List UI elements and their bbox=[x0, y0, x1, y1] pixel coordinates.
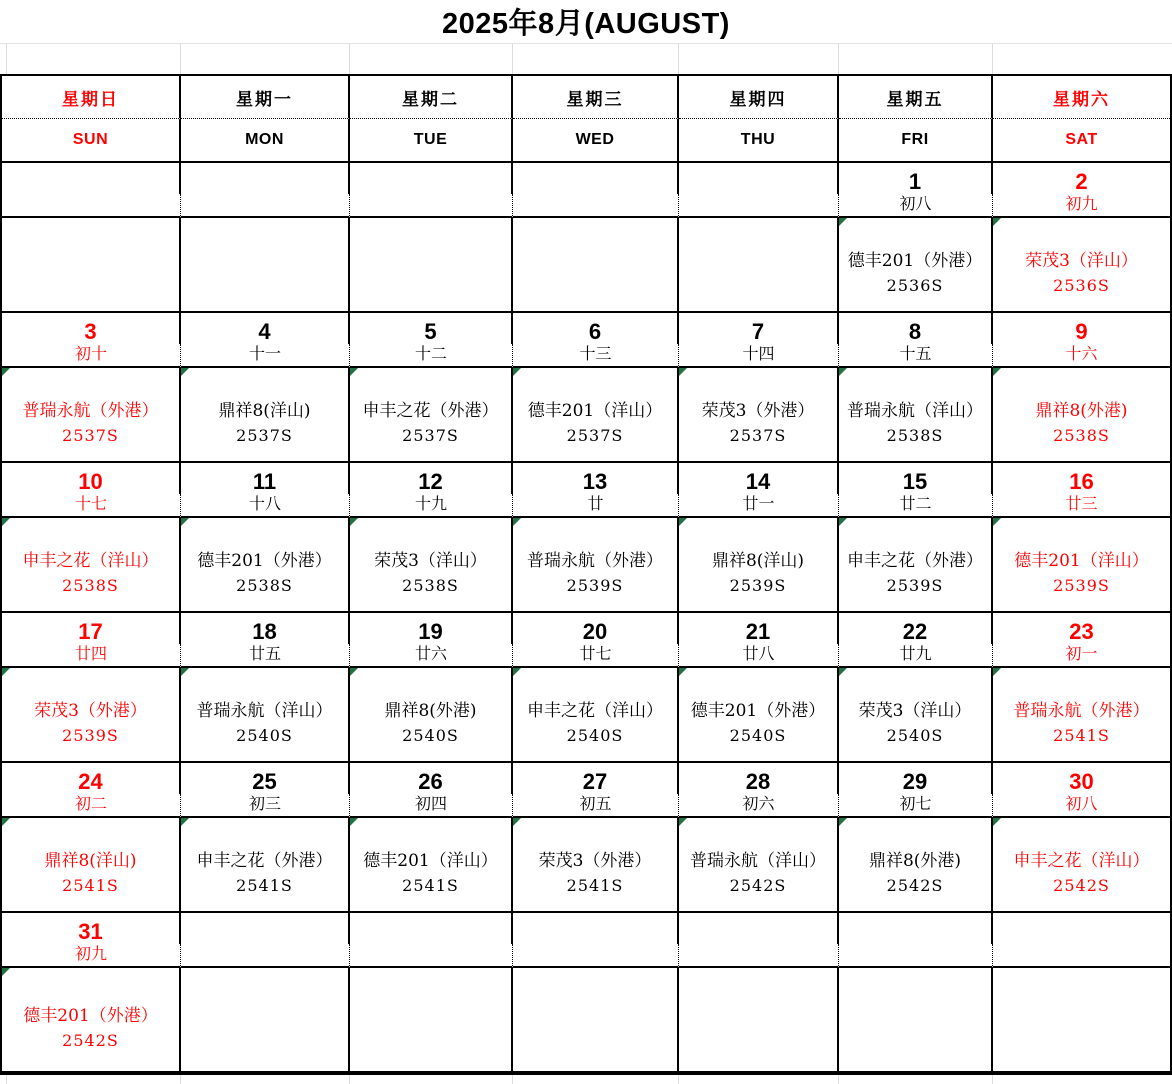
weekday-header-cn-fri: 星期五 bbox=[839, 76, 993, 119]
error-indicator-icon bbox=[2, 668, 10, 676]
error-indicator-icon bbox=[679, 668, 687, 676]
lunar-date-cell[interactable] bbox=[513, 944, 679, 968]
schedule-cell[interactable] bbox=[513, 518, 679, 613]
schedule-cell[interactable] bbox=[839, 968, 993, 1073]
day-number-cell[interactable]: 12 bbox=[350, 463, 513, 494]
error-indicator-icon bbox=[839, 218, 847, 226]
lunar-date-cell[interactable] bbox=[513, 194, 679, 218]
day-number-cell[interactable]: 11 bbox=[181, 463, 350, 494]
schedule-cell[interactable] bbox=[2, 218, 181, 313]
lunar-date-cell[interactable]: 廿九 bbox=[839, 644, 993, 668]
error-indicator-icon bbox=[993, 668, 1001, 676]
lunar-date-cell[interactable]: 廿 bbox=[513, 494, 679, 518]
day-number-cell[interactable]: 17 bbox=[2, 613, 181, 644]
voyage-number: 2541S bbox=[402, 876, 459, 896]
lunar-date-cell[interactable] bbox=[181, 194, 350, 218]
ship-name: 德丰201（洋山） bbox=[1014, 551, 1149, 572]
lunar-date-cell[interactable]: 十八 bbox=[181, 494, 350, 518]
voyage-number: 2537S bbox=[566, 426, 624, 446]
error-indicator-icon bbox=[2, 968, 10, 976]
error-indicator-icon bbox=[181, 668, 189, 676]
ship-name: 荣茂3（洋山） bbox=[858, 701, 972, 722]
voyage-number: 2541S bbox=[566, 876, 624, 896]
voyage-number: 2537S bbox=[729, 426, 787, 446]
day-number-cell[interactable] bbox=[350, 913, 513, 944]
faint-gridline bbox=[838, 1075, 839, 1084]
lunar-date-cell[interactable]: 初四 bbox=[350, 794, 513, 818]
schedule-cell[interactable] bbox=[2, 968, 181, 1073]
day-number-cell[interactable]: 1 bbox=[839, 163, 993, 194]
schedule-cell[interactable] bbox=[513, 218, 679, 313]
faint-gridline bbox=[180, 1075, 181, 1084]
error-indicator-icon bbox=[181, 368, 189, 376]
day-number-cell[interactable]: 27 bbox=[513, 763, 679, 794]
voyage-number: 2539S bbox=[729, 576, 787, 596]
lunar-date-cell[interactable]: 廿三 bbox=[993, 494, 1170, 518]
schedule-cell[interactable] bbox=[679, 668, 839, 763]
lunar-date-cell[interactable]: 十三 bbox=[513, 344, 679, 368]
error-indicator-icon bbox=[679, 368, 687, 376]
error-indicator-icon bbox=[839, 668, 847, 676]
day-number-cell[interactable]: 9 bbox=[1075, 319, 1088, 344]
error-indicator-icon bbox=[839, 368, 847, 376]
voyage-number: 2541S bbox=[236, 876, 293, 896]
ship-name: 德丰201（洋山） bbox=[363, 851, 498, 872]
day-number-cell[interactable]: 6 bbox=[513, 313, 679, 344]
voyage-number: 2540S bbox=[566, 726, 624, 746]
lunar-date-cell[interactable] bbox=[350, 194, 513, 218]
lunar-date-cell[interactable]: 初七 bbox=[839, 794, 993, 818]
day-number-cell[interactable] bbox=[513, 163, 679, 194]
schedule-cell[interactable] bbox=[2, 668, 181, 763]
ship-name: 荣茂3（外港） bbox=[538, 851, 652, 872]
schedule-cell[interactable] bbox=[2, 518, 181, 613]
ship-name: 德丰201（外港） bbox=[23, 1006, 158, 1027]
schedule-cell[interactable] bbox=[993, 368, 1170, 463]
weekday-header-cn-thu: 星期四 bbox=[679, 76, 839, 119]
weekday-header-en-fri: FRI bbox=[839, 119, 993, 163]
day-number-cell[interactable] bbox=[350, 163, 513, 194]
weekday-header-en-sun: SUN bbox=[2, 119, 181, 163]
day-number-cell[interactable] bbox=[181, 163, 350, 194]
ship-name: 荣茂3（洋山） bbox=[374, 551, 487, 572]
faint-gridline bbox=[992, 44, 993, 74]
ship-name: 申丰之花（外港） bbox=[362, 401, 499, 422]
error-indicator-icon bbox=[350, 518, 358, 526]
day-number-cell[interactable] bbox=[513, 913, 679, 944]
error-indicator-icon bbox=[2, 818, 10, 826]
day-number-cell[interactable]: 26 bbox=[350, 763, 513, 794]
lunar-date-cell[interactable]: 廿一 bbox=[679, 494, 839, 518]
weekday-header-cn-wed: 星期三 bbox=[513, 76, 679, 119]
schedule-cell[interactable] bbox=[513, 668, 679, 763]
schedule-cell[interactable] bbox=[839, 368, 993, 463]
day-number-cell[interactable]: 25 bbox=[181, 763, 350, 794]
lunar-date-cell[interactable] bbox=[679, 944, 839, 968]
ship-name: 德丰201（外港） bbox=[690, 701, 826, 722]
schedule-cell[interactable] bbox=[181, 218, 350, 313]
lunar-date-cell[interactable]: 十四 bbox=[679, 344, 839, 368]
day-number-cell[interactable] bbox=[993, 913, 1170, 944]
error-indicator-icon bbox=[181, 518, 189, 526]
day-number-cell[interactable]: 7 bbox=[679, 313, 839, 344]
lunar-date-cell[interactable]: 十五 bbox=[839, 344, 993, 368]
ship-name: 申丰之花（洋山） bbox=[527, 701, 663, 722]
schedule-cell[interactable] bbox=[679, 218, 839, 313]
voyage-number: 2540S bbox=[886, 726, 944, 746]
calendar-title: 2025年8月(AUGUST) bbox=[0, 0, 1172, 44]
error-indicator-icon bbox=[350, 368, 358, 376]
error-indicator-icon bbox=[513, 368, 521, 376]
ship-name: 鼎祥8(外港) bbox=[868, 851, 962, 872]
lunar-date-cell[interactable] bbox=[679, 194, 839, 218]
lunar-date-cell[interactable]: 初三 bbox=[181, 794, 350, 818]
faint-gridline bbox=[6, 1075, 7, 1084]
ship-name: 普瑞永航（外港） bbox=[527, 551, 663, 572]
weekday-header-en-sat: SAT bbox=[993, 119, 1170, 163]
error-indicator-icon bbox=[513, 518, 521, 526]
ship-name: 申丰之花（外港） bbox=[196, 851, 333, 872]
lunar-date-cell[interactable]: 十六 bbox=[993, 344, 1170, 368]
lunar-date-cell[interactable]: 廿六 bbox=[350, 644, 513, 668]
lunar-date-cell[interactable]: 初九 bbox=[2, 944, 181, 968]
schedule-cell[interactable] bbox=[350, 368, 513, 463]
schedule-cell[interactable] bbox=[993, 818, 1170, 913]
lunar-date-cell[interactable]: 初九 bbox=[993, 194, 1170, 218]
ship-name: 鼎祥8(洋山) bbox=[711, 551, 805, 572]
schedule-cell[interactable] bbox=[839, 668, 993, 763]
voyage-number: 2542S bbox=[62, 1031, 119, 1051]
lunar-date-cell[interactable]: 十九 bbox=[350, 494, 513, 518]
faint-gridline bbox=[512, 1075, 513, 1084]
voyage-number: 2542S bbox=[1053, 876, 1110, 896]
voyage-number: 2540S bbox=[729, 726, 787, 746]
day-number-cell[interactable]: 4 bbox=[181, 313, 350, 344]
error-indicator-icon bbox=[350, 818, 358, 826]
weekday-header-en-wed: WED bbox=[513, 119, 679, 163]
error-indicator-icon bbox=[993, 518, 1001, 526]
lunar-date-cell[interactable] bbox=[181, 944, 350, 968]
error-indicator-icon bbox=[839, 518, 847, 526]
error-indicator-icon bbox=[513, 668, 521, 676]
error-indicator-icon bbox=[993, 368, 1001, 376]
schedule-cell[interactable] bbox=[679, 368, 839, 463]
ship-name: 鼎祥8(洋山) bbox=[218, 401, 311, 422]
lunar-date-cell[interactable]: 初八 bbox=[839, 194, 993, 218]
error-indicator-icon bbox=[839, 818, 847, 826]
schedule-cell[interactable] bbox=[993, 518, 1170, 613]
voyage-number: 2539S bbox=[1053, 576, 1110, 596]
voyage-number: 2537S bbox=[402, 426, 459, 446]
day-number-cell[interactable]: 8 bbox=[839, 313, 993, 344]
ship-name: 普瑞永航（外港） bbox=[22, 401, 159, 422]
lunar-date-cell[interactable]: 初二 bbox=[2, 794, 181, 818]
faint-gridline bbox=[6, 44, 7, 74]
voyage-number: 2540S bbox=[236, 726, 293, 746]
schedule-cell[interactable] bbox=[181, 818, 350, 913]
lunar-date-cell[interactable]: 十一 bbox=[181, 344, 350, 368]
voyage-number: 2538S bbox=[236, 576, 293, 596]
ship-name: 申丰之花（洋山） bbox=[1013, 851, 1150, 872]
lunar-date-cell[interactable]: 廿四 bbox=[2, 644, 181, 668]
day-number-cell[interactable]: 3 bbox=[2, 313, 181, 344]
schedule-cell[interactable] bbox=[350, 968, 513, 1073]
error-indicator-icon bbox=[2, 518, 10, 526]
schedule-cell[interactable] bbox=[350, 218, 513, 313]
schedule-cell[interactable] bbox=[2, 368, 181, 463]
schedule-cell[interactable] bbox=[993, 668, 1170, 763]
day-number-cell[interactable]: 14 bbox=[679, 463, 839, 494]
day-number-cell[interactable]: 31 bbox=[2, 913, 181, 944]
day-number-cell[interactable]: 30 bbox=[1069, 769, 1094, 794]
day-number-cell[interactable]: 5 bbox=[350, 313, 513, 344]
schedule-cell[interactable] bbox=[181, 368, 350, 463]
day-number-cell[interactable]: 10 bbox=[2, 463, 181, 494]
error-indicator-icon bbox=[993, 818, 1001, 826]
ship-name: 普瑞永航（外港） bbox=[1013, 701, 1150, 722]
day-number-cell[interactable]: 29 bbox=[839, 763, 993, 794]
weekday-header-cn-tue: 星期二 bbox=[350, 76, 513, 119]
day-number-cell[interactable]: 20 bbox=[513, 613, 679, 644]
day-number-cell[interactable]: 23 bbox=[1069, 619, 1094, 644]
ship-name: 德丰201（外港） bbox=[847, 251, 983, 272]
ship-name: 申丰之花（洋山） bbox=[22, 551, 159, 572]
faint-gridline bbox=[512, 44, 513, 74]
lunar-date-cell[interactable] bbox=[993, 944, 1170, 968]
faint-gridline bbox=[180, 44, 181, 74]
error-indicator-icon bbox=[181, 818, 189, 826]
ship-name: 鼎祥8(洋山) bbox=[44, 851, 137, 872]
day-number-cell[interactable]: 21 bbox=[679, 613, 839, 644]
lunar-date-cell[interactable]: 廿二 bbox=[839, 494, 993, 518]
faint-gridline bbox=[349, 44, 350, 74]
day-number-cell[interactable] bbox=[679, 913, 839, 944]
day-number-cell[interactable]: 13 bbox=[513, 463, 679, 494]
schedule-cell[interactable] bbox=[839, 218, 993, 313]
lunar-date-cell[interactable]: 初八 bbox=[993, 794, 1170, 818]
lunar-date-cell[interactable]: 初六 bbox=[679, 794, 839, 818]
faint-gridline bbox=[349, 1075, 350, 1084]
day-number-cell[interactable]: 2 bbox=[1075, 169, 1088, 194]
calendar-grid bbox=[0, 74, 1172, 1075]
schedule-cell[interactable] bbox=[181, 968, 350, 1073]
schedule-cell[interactable] bbox=[350, 668, 513, 763]
day-number-cell[interactable] bbox=[181, 913, 350, 944]
day-number-cell[interactable] bbox=[679, 163, 839, 194]
error-indicator-icon bbox=[513, 818, 521, 826]
ship-name: 普瑞永航（洋山） bbox=[847, 401, 983, 422]
schedule-cell[interactable] bbox=[350, 518, 513, 613]
schedule-cell[interactable] bbox=[2, 818, 181, 913]
lunar-date-cell[interactable]: 初五 bbox=[513, 794, 679, 818]
lunar-date-cell[interactable]: 十七 bbox=[2, 494, 181, 518]
voyage-number: 2541S bbox=[1053, 726, 1110, 746]
lunar-date-cell[interactable]: 初十 bbox=[2, 344, 181, 368]
weekday-header-cn-sat: 星期六 bbox=[993, 76, 1170, 119]
lunar-date-cell[interactable]: 廿七 bbox=[513, 644, 679, 668]
voyage-number: 2536S bbox=[1053, 276, 1110, 296]
schedule-cell[interactable] bbox=[181, 518, 350, 613]
voyage-number: 2539S bbox=[886, 576, 944, 596]
weekday-header-cn-sun: 星期日 bbox=[2, 76, 181, 119]
weekday-header-en-thu: THU bbox=[679, 119, 839, 163]
schedule-cell[interactable] bbox=[350, 818, 513, 913]
ship-name: 普瑞永航（洋山） bbox=[690, 851, 826, 872]
day-number-cell[interactable] bbox=[839, 913, 993, 944]
lunar-date-cell[interactable]: 廿八 bbox=[679, 644, 839, 668]
ship-name: 普瑞永航（洋山） bbox=[196, 701, 333, 722]
lunar-date-cell[interactable]: 初一 bbox=[993, 644, 1170, 668]
schedule-cell[interactable] bbox=[679, 968, 839, 1073]
voyage-number: 2538S bbox=[1053, 426, 1110, 446]
ship-name: 荣茂3（外港） bbox=[34, 701, 147, 722]
faint-gridline bbox=[992, 1075, 993, 1084]
ship-name: 德丰201（外港） bbox=[197, 551, 332, 572]
error-indicator-icon bbox=[679, 818, 687, 826]
voyage-number: 2541S bbox=[62, 876, 119, 896]
day-number-cell[interactable]: 24 bbox=[2, 763, 181, 794]
ship-name: 荣茂3（外港） bbox=[701, 401, 815, 422]
bottom-partial-row bbox=[0, 1075, 1172, 1084]
voyage-number: 2537S bbox=[62, 426, 119, 446]
faint-gridline bbox=[678, 44, 679, 74]
schedule-cell[interactable] bbox=[679, 518, 839, 613]
day-number-cell[interactable]: 22 bbox=[839, 613, 993, 644]
lunar-date-cell[interactable] bbox=[2, 194, 181, 218]
weekday-header-en-tue: TUE bbox=[350, 119, 513, 163]
voyage-number: 2542S bbox=[729, 876, 787, 896]
lunar-date-cell[interactable]: 十二 bbox=[350, 344, 513, 368]
voyage-number: 2538S bbox=[886, 426, 944, 446]
day-number-cell[interactable]: 15 bbox=[839, 463, 993, 494]
faint-gridline bbox=[838, 44, 839, 74]
day-number-cell[interactable]: 16 bbox=[1069, 469, 1094, 494]
faint-gridline bbox=[678, 1075, 679, 1084]
schedule-cell[interactable] bbox=[839, 818, 993, 913]
lunar-date-cell[interactable]: 廿五 bbox=[181, 644, 350, 668]
error-indicator-icon bbox=[2, 368, 10, 376]
weekday-header-cn-mon: 星期一 bbox=[181, 76, 350, 119]
schedule-cell[interactable] bbox=[839, 518, 993, 613]
error-indicator-icon bbox=[679, 518, 687, 526]
schedule-cell[interactable] bbox=[993, 968, 1170, 1073]
error-indicator-icon bbox=[993, 218, 1001, 226]
ship-name: 荣茂3（洋山） bbox=[1025, 251, 1138, 272]
day-number-cell[interactable]: 28 bbox=[679, 763, 839, 794]
voyage-number: 2539S bbox=[62, 726, 119, 746]
schedule-cell[interactable] bbox=[679, 818, 839, 913]
lunar-date-cell[interactable] bbox=[839, 944, 993, 968]
voyage-number: 2538S bbox=[402, 576, 459, 596]
ship-name: 鼎祥8(外港) bbox=[384, 701, 477, 722]
weekday-header-en-mon: MON bbox=[181, 119, 350, 163]
voyage-number: 2536S bbox=[886, 276, 944, 296]
schedule-cell[interactable] bbox=[181, 668, 350, 763]
day-number-cell[interactable]: 19 bbox=[350, 613, 513, 644]
ship-name: 德丰201（洋山） bbox=[527, 401, 663, 422]
lunar-date-cell[interactable] bbox=[350, 944, 513, 968]
error-indicator-icon bbox=[350, 668, 358, 676]
schedule-cell[interactable] bbox=[513, 368, 679, 463]
day-number-cell[interactable]: 18 bbox=[181, 613, 350, 644]
voyage-number: 2540S bbox=[402, 726, 459, 746]
ship-name: 鼎祥8(外港) bbox=[1035, 401, 1128, 422]
spreadsheet-gridline-row bbox=[0, 44, 1172, 74]
voyage-number: 2542S bbox=[886, 876, 944, 896]
schedule-cell[interactable] bbox=[513, 968, 679, 1073]
schedule-cell[interactable] bbox=[993, 218, 1170, 313]
schedule-cell[interactable] bbox=[513, 818, 679, 913]
voyage-number: 2537S bbox=[236, 426, 293, 446]
day-number-cell[interactable] bbox=[2, 163, 181, 194]
voyage-number: 2538S bbox=[62, 576, 119, 596]
voyage-number: 2539S bbox=[566, 576, 624, 596]
ship-name: 申丰之花（外港） bbox=[847, 551, 983, 572]
